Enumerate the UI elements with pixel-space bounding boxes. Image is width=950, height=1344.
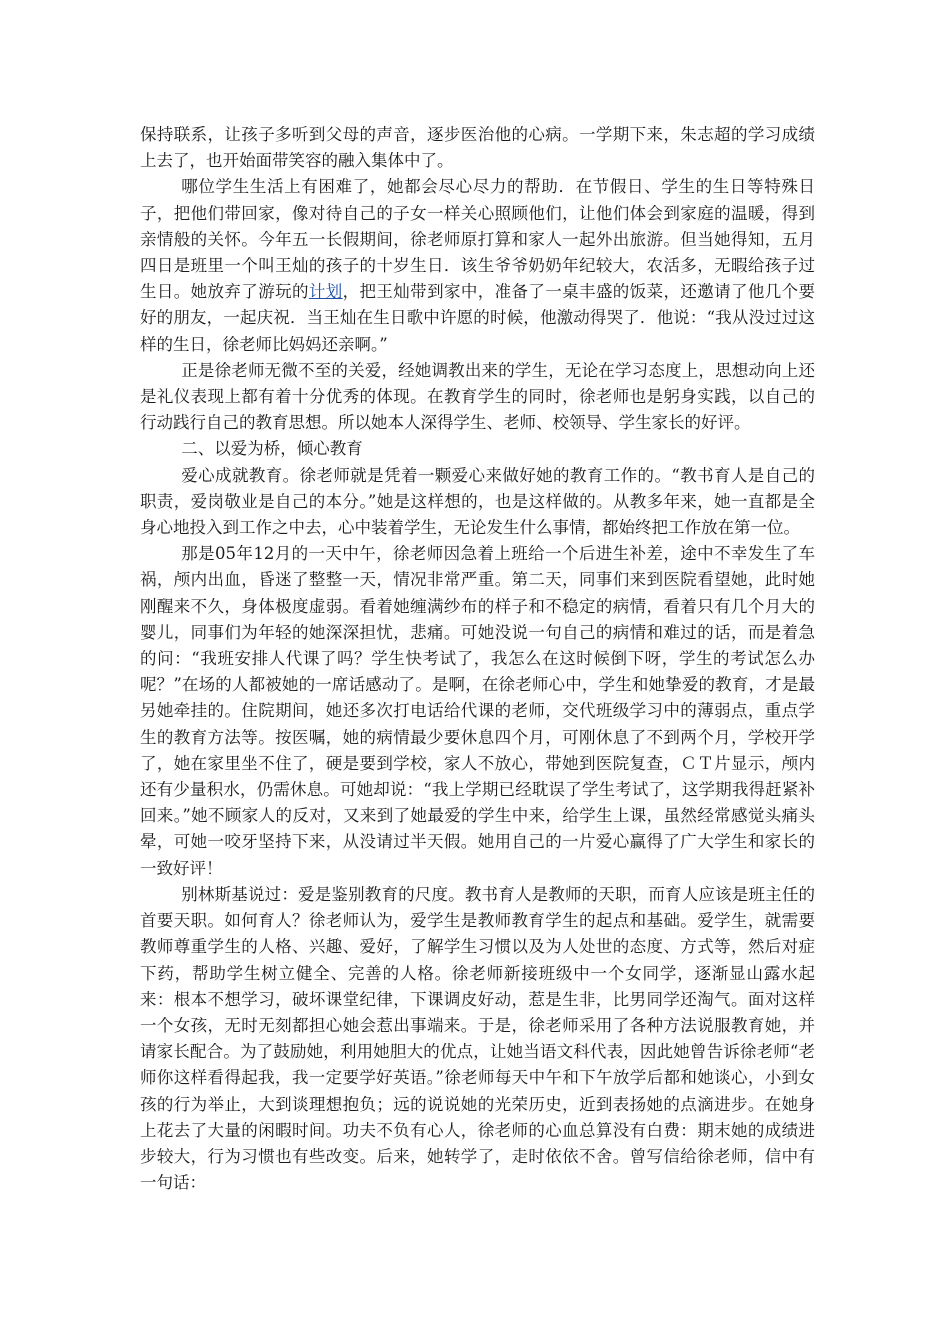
paragraph-2 (140, 174, 815, 357)
paragraph-2-text-after: ，把王灿带到家中，准备了一桌丰盛的饭菜，还邀请了他几个要好的朋友，一起庆祝．当王灿在生日歌中许愿的时候，他激动得哭了．他说：“我从没过过这样的生日，徐老师比妈妈还亲啊。” (140, 282, 816, 354)
paragraph-6: 别林斯基说过：爱是鉴别教育的尺度。教书育人是教师的天职，而育人应该是班主任的首要天职。如何育人？徐老师认为，爱学生是教师教育学生的起点和基础。爱学生，就需要教师尊重学生的人格、兴趣、爱好，了解学生习惯以及为人处世的态度、方式等，然后对症下药，帮助学生树立健全、完善的人格。徐老师新接班级中一个女同学，逐渐显山露水起来：根本不想学习，破坏课堂纪律，下课调皮好动，惹是生非，比男同学还淘气。面对这样一个女孩，无时无刻都担心她会惹出事端来。于是，徐老师采用了各种方法说服教育她，并请家长配合。为了鼓励她，利用她胆大的优点，让她当语文科代表，因此她曾告诉徐老师“老师你这样看得起我，我一定要学好英语。”徐老师每天中午和下午放学后都和她谈心，小到女孩的行为举止，大到谈理想抱负；远的说说她的光荣历史，近到表扬她的点滴进步。在她身上花去了大量的闲暇时间。功夫不负有心人，徐老师的心血总算没有白费：期末她的成绩进步较大，行为习惯也有些改变。后来，她转学了，走时依依不舍。曾写信给徐老师，信中有一句话： (140, 884, 815, 1193)
section-heading: 二、以爱为桥，倾心教育 (181, 439, 363, 459)
plan-link[interactable]: 计划 (308, 282, 343, 302)
paragraph-5: 那是05年12月的一天中午，徐老师因急着上班给一个后进生补差，途中不幸发生了车祸，颅内出血，昏迷了整整一天，情况非常严重。第二天，同事们来到医院看望她，此时她刚醒来不久，身体极度虚弱。看着她缠满纱布的样子和不稳定的病情，看着只有几个月大的婴儿，同事们为年轻的她深深担忧，悲痛。可她没说一句自己的病情和难过的话，而是着急的问：“我班安排人代课了吗？学生快考试了，我怎么在这时候倒下呀，学生的考试怎么办呢？”在场的人都被她的一席话感动了。是啊，在徐老师心中，学生和她挚爱的教育，才是最另她牵挂的。住院期间，她还多次打电话给代课的老师，交代班级学习中的薄弱点，重点学生的教育方法等。按医嘱，她的病情最少要休息四个月，可刚休息了不到两个月，学校开学了，她在家里坐不住了，硬是要到学校，家人不放心，带她到医院复查，ＣＴ片显示，颅内还有少量积水，仍需休息。可她却说：“我上学期已经耽误了学生考试了，这学期我得赶紧补回来。”她不顾家人的反对，又来到了她最爱的学生中来，给学生上课，虽然经常感觉头痛头晕，可她一咬牙坚持下来，从没请过半天假。她用自己的一片爱心赢得了广大学生和家长的一致好评！ (140, 544, 815, 878)
paragraph-3: 正是徐老师无微不至的关爱，经她调教出来的学生，无论在学习态度上，思想动向上还是礼仪表现上都有着十分优秀的体现。在教育学生的同时，徐老师也是躬身实践，以自己的行动践行自己的教育思想。所以她本人深得学生、老师、校领导、学生家长的好评。 (140, 360, 815, 433)
document-page (140, 122, 815, 1196)
paragraph-2-text-before: 哪位学生生活上有困难了，她都会尽心尽力的帮助．在节假日、学生的生日等特殊日子，把他们带回家，像对待自己的子女一样关心照顾他们，让他们体会到家庭的温暖，得到亲情般的关怀。今年五一长假期间，徐老师原打算和家人一起外出旅游。但当她得知，五月四日是班里一个叫王灿的孩子的十岁生日．该生爷爷奶奶年纪较大，农活多，无暇给孩子过生日。她放弃了游玩的 (140, 177, 815, 302)
paragraph-4: 爱心成就教育。徐老师就是凭着一颗爱心来做好她的教育工作的。“教书育人是自己的职责，爱岗敬业是自己的本分。”她是这样想的，也是这样做的。从教多年来，她一直都是全身心地投入到工作之中去，心中装着学生，无论发生什么事情，都始终把工作放在第一位。 (140, 465, 815, 538)
paragraph-1: 保持联系，让孩子多听到父母的声音，逐步医治他的心病。一学期下来，朱志超的学习成绩上去了，也开始面带笑容的融入集体中了。 (140, 125, 815, 171)
